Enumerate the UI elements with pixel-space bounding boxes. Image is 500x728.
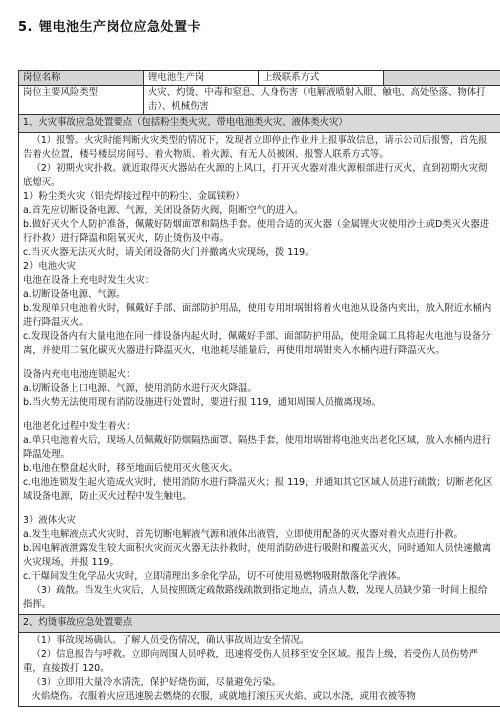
content-line: （3）立即用大量冷水清洗，保护好烧伤面，尽量避免污染。 (31, 677, 282, 688)
content-line: c.当灭火器无法灭火时，请关闭设备防火门并撤离火灾现场，拨 119。 (23, 247, 315, 258)
scald-section-body (19, 633, 500, 707)
scald-section-body-row (19, 633, 500, 707)
content-line: 3）液体火灾 (23, 515, 76, 526)
content-line: 设备内充电电池连锁起火： (23, 369, 136, 380)
content-line: （2）信息报告与呼救。立即向周围人员呼救，迅速将受伤人员移至安全区域。报告上级，若受伤人员伤势严重，直接拨打 120。 (23, 649, 479, 674)
title-text: 锂电池生产岗位应急处置卡 (38, 20, 201, 35)
document-title (18, 16, 201, 35)
post-name-label: 岗位名称 (19, 71, 144, 86)
content-line: a.发生电解液点式火灾时，首先切断电解液气源和液体出液管，立即使用配备的灭火器对着火点进行扑救。 (23, 529, 463, 540)
scald-section-heading-row (19, 615, 500, 633)
risk-type-label: 岗位主要风险类型 (19, 86, 144, 115)
content-line: c.电池连锁发生起火造成火灾时，使用消防水进行降温灭火；报 119，并通知其它区域人员进行疏散；切断老化区域设备电源，防止灭火过程中发生触电。 (23, 477, 493, 502)
content-line: b.做好灭火个人防护准备，佩戴好防烟面罩和隔热手套。使用合适的灭火器（金属锂火灾使用沙土或D类灭火器进行扑救）进行降温和阻氧灭火，防止烫伤及中毒。 (23, 219, 490, 244)
superior-contact-label: 上级联系方式 (259, 71, 384, 86)
blank-line (23, 504, 496, 514)
content-line: c.发现设备内有大量电池在同一排设备内起火时，佩戴好手部、面部防护用品，使用金属工具将起火电池与设备分离，并使用二氧化碳灭火器进行降温灭火，电池耗尽能量后，再使用坩埚钳夹入水桶内进行降温灭火。 (23, 331, 491, 356)
content-line: 火焰烧伤。衣服着火应迅速脱去燃烧的衣服，或就地打滚压灭火焰、或以水浇，或用衣被等物 (31, 691, 416, 702)
emergency-card-table (18, 70, 500, 707)
scald-section-heading: 2、灼烫事故应急处置要点 (19, 615, 500, 633)
content-line: a.首先应切断设备电源、气源，关闭设备防火阀，阻断空气的进入。 (23, 205, 304, 216)
content-line: 电池老化过程中发生着火： (23, 421, 136, 432)
content-line: 1）粉尘类火灾（铝壳焊接过程中的粉尘、金属镁粉） (23, 191, 245, 202)
post-row (19, 71, 500, 86)
fire-section-heading-row (19, 115, 500, 133)
risk-type-value: 火灾、灼烫、中毒和窒息、人身伤害（电解液喷射入眼、触电、高处坠落、物体打击）、机械伤害 (144, 86, 500, 115)
post-name-value: 锂电池生产岗 (144, 71, 259, 86)
blank-line (23, 410, 496, 420)
blank-line (23, 358, 496, 368)
content-line: a.切断设备电源、气源。 (23, 289, 126, 300)
content-line: （1）事故现场确认。了解人员受伤情况，确认事故周边安全情况。 (31, 635, 310, 646)
content-line: （2）初期火灾扑救。就近取得灭火器站在火源的上风口，打开灭火器对准火源根部进行灭火，直到初期火灾彻底熄灭。 (23, 163, 488, 188)
content-line: a.单只电池着火后，现场人员佩戴好防烟隔热面罩、隔热手套，使用坩埚钳将电池夹出老化区域，放入水桶内进行降温处理。 (23, 435, 492, 460)
content-line: （3）疏散。当发生火灾后，人员按照既定疏散路线疏散到指定地点，清点人数，发现人员缺少第一时间上报给指挥。 (23, 585, 488, 610)
risk-row (19, 86, 500, 115)
superior-contact-value (384, 71, 500, 86)
content-line: 2）电池火灾 (23, 261, 76, 272)
content-line: c.干爆间发生化学品火灾时，立即清理出多余化学品，切不可使用易燃物吸附散落化学液体。 (23, 571, 407, 582)
content-line: （1）报警。火灾时能判断火灾类型的情况下，发现者立即停止作业并上报事故信息，请示公司后报警，首先报告着火位置，楼号楼层房间号、着火物质、着火源、有无人员被困、报警人联系方式等。 (23, 135, 488, 160)
content-line: b.当火势无法使用现有消防设施进行处置时，要进行报 119，通知周围人员撤离现场。 (23, 397, 381, 408)
content-line: a.切断设备上口电源、气源，使用消防水进行灭火降温。 (23, 383, 257, 394)
content-line: b.电池在整盘起火时，移至地面后使用灭火毯灭火。 (23, 463, 239, 474)
fire-section-body-row (19, 133, 500, 615)
content-line: 电池在设备上充电时发生火灾： (23, 275, 155, 286)
fire-section-body (19, 133, 500, 615)
section-number: 5. (18, 20, 33, 35)
content-line: b.发现单只电池着火时，佩戴好手部、面部防护用品，使用专用坩埚钳将着火电池从设备内夹出，放入附近水桶内进行降温灭火。 (23, 303, 492, 328)
fire-section-heading: 1、火灾事故应急处置要点（包括粉尘类火灾、带电电池类火灾、液体类火灾） (19, 115, 500, 133)
content-line: b.因电解液泄露发生较大面积火灾而灭火器无法扑救时，使用消防砂进行吸附和覆盖灭火，同时通知人员快速撤离火灾现场，并报 119。 (23, 543, 492, 568)
